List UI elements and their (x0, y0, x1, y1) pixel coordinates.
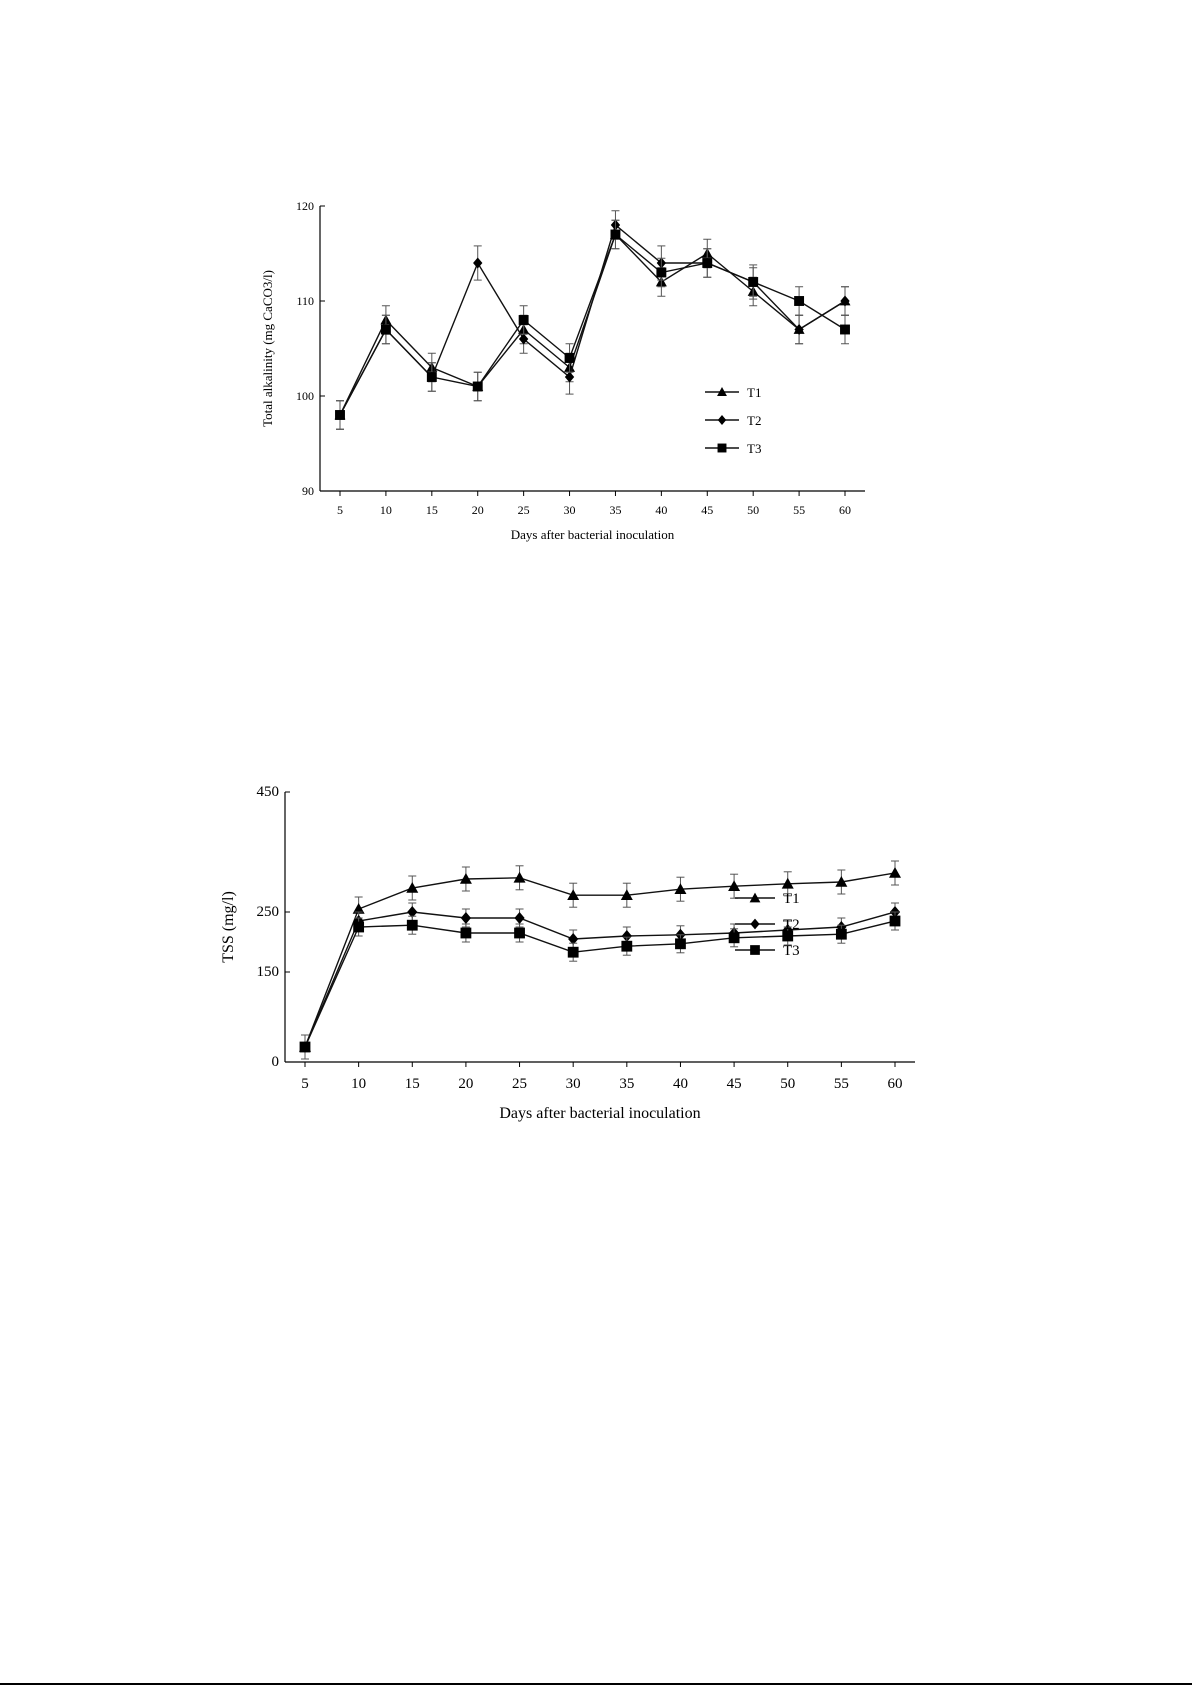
alkalinity-chart-x-tick-label: 15 (425, 503, 438, 517)
tss-chart-x-tick-label: 25 (512, 1076, 528, 1092)
tss-chart-svg (220, 760, 1000, 1160)
alkalinity-chart-series-t3-point (794, 296, 804, 306)
tss-chart-legend-marker (750, 945, 760, 955)
tss-chart-series-t3-point (836, 929, 847, 940)
tss-chart-series-t3-point (675, 938, 686, 949)
tss-chart-series-t1 (299, 861, 901, 1059)
tss-chart-series-t3-point (407, 920, 418, 931)
alkalinity-chart-x-tick-label: 40 (655, 503, 668, 517)
tss-chart-series-t3-point (729, 932, 740, 943)
alkalinity-chart-legend-label: T3 (747, 441, 762, 456)
alkalinity-chart-x-tick-label: 25 (517, 503, 530, 517)
alkalinity-chart-series-t3-point (656, 268, 666, 278)
alkalinity-chart-legend-label: T1 (747, 385, 762, 400)
tss-chart-x-tick-label: 40 (672, 1076, 688, 1092)
tss-chart-series-t3 (300, 912, 901, 1059)
tss-chart-y-tick-label: 150 (256, 964, 279, 980)
tss-chart-legend-label: T1 (783, 891, 800, 907)
tss-chart-legend-label: T2 (783, 917, 800, 933)
alkalinity-chart-x-tick-label: 20 (471, 503, 484, 517)
tss-chart-series-t3-point (353, 922, 364, 933)
tss-chart-x-tick-label: 15 (404, 1076, 420, 1092)
tss-chart-x-tick-label: 5 (301, 1076, 309, 1092)
tss-chart-series-t2-line (305, 912, 895, 1047)
tss-chart (220, 760, 1000, 1160)
tss-chart-series-t1-point (889, 867, 901, 878)
alkalinity-chart-y-axis-title: Total alkalinity (mg CaCO3/l) (260, 270, 275, 427)
alkalinity-chart-x-tick-label: 60 (839, 503, 851, 517)
tss-chart-x-tick-label: 45 (726, 1076, 742, 1092)
alkalinity-chart-series-t3-point (335, 410, 345, 420)
alkalinity-chart-series-t2-line (340, 225, 845, 415)
alkalinity-chart-x-tick-label: 55 (793, 503, 806, 517)
alkalinity-chart-series-t2 (335, 211, 849, 430)
alkalinity-chart-y-tick-label: 100 (296, 389, 314, 403)
alkalinity-chart-svg (260, 199, 950, 600)
alkalinity-chart-y-tick-label: 120 (296, 199, 314, 213)
alkalinity-chart-y-tick-label: 110 (296, 294, 314, 308)
alkalinity-chart-series-t3-point (748, 277, 758, 287)
tss-chart-series-t3-point (300, 1042, 311, 1053)
alkalinity-chart-series-t3 (335, 220, 850, 429)
alkalinity-chart-legend (705, 385, 761, 456)
alkalinity-chart-series-t3-point (473, 382, 483, 392)
alkalinity-chart-series-t2-point (519, 334, 528, 345)
tss-chart-series-t2-point (514, 912, 524, 924)
tss-chart-x-tick-label: 50 (780, 1076, 796, 1092)
tss-chart-y-tick-label: 250 (256, 904, 279, 920)
tss-chart-y-tick-label: 0 (271, 1054, 279, 1070)
tss-chart-legend-label: T3 (783, 943, 800, 959)
alkalinity-chart-legend-label: T2 (747, 413, 762, 428)
alkalinity-chart-series-t2-point (565, 372, 574, 383)
tss-chart-x-tick-label: 20 (458, 1076, 474, 1092)
alkalinity-chart-x-tick-label: 5 (337, 503, 343, 517)
tss-chart-series-t3-line (305, 921, 895, 1047)
alkalinity-chart-x-tick-label: 45 (701, 503, 714, 517)
tss-chart-legend-marker (750, 919, 759, 930)
alkalinity-chart-x-tick-label: 50 (747, 503, 760, 517)
tss-chart-series-t3-point (621, 941, 632, 952)
alkalinity-chart-y-tick-label: 90 (302, 484, 314, 498)
tss-chart-series-t1-line (305, 873, 895, 1047)
tss-chart-x-tick-label: 60 (887, 1076, 903, 1092)
tss-chart-x-tick-label: 10 (351, 1076, 367, 1092)
tss-chart-y-axis-title: TSS (mg/l) (220, 891, 237, 963)
alkalinity-chart-series-t3-point (381, 325, 391, 335)
alkalinity-chart-x-tick-label: 35 (609, 503, 622, 517)
alkalinity-chart-series-t1-line (340, 235, 845, 416)
alkalinity-chart-series-t3-point (565, 353, 575, 363)
alkalinity-chart-series-t3-point (702, 258, 712, 268)
tss-chart-x-tick-label: 55 (833, 1076, 849, 1092)
tss-chart-series-t2-point (461, 912, 471, 924)
tss-chart-series-t3-point (890, 916, 901, 927)
tss-chart-series-t3-point (514, 928, 525, 939)
alkalinity-chart-series-t3-point (427, 372, 437, 382)
tss-chart-series-t3-point (568, 947, 579, 958)
alkalinity-chart-x-tick-label: 10 (379, 503, 392, 517)
alkalinity-chart-x-axis-title: Days after bacterial inoculation (510, 527, 675, 542)
tss-chart-legend (735, 891, 800, 959)
alkalinity-chart-x-tick-label: 30 (563, 503, 576, 517)
tss-chart-x-tick-label: 30 (565, 1076, 581, 1092)
alkalinity-chart-series-t2-point (473, 258, 482, 269)
tss-chart-x-axis-title: Days after bacterial inoculation (499, 1105, 701, 1122)
tss-chart-series-t3-point (461, 928, 472, 939)
alkalinity-chart (260, 199, 950, 600)
tss-chart-x-tick-label: 35 (619, 1076, 635, 1092)
alkalinity-chart-series-t3-point (840, 325, 850, 335)
alkalinity-chart-series-t3-point (519, 315, 529, 325)
alkalinity-chart-series-t3-point (611, 230, 621, 240)
alkalinity-chart-series-t3-line (340, 235, 845, 416)
tss-chart-y-tick-label: 450 (256, 784, 279, 800)
alkalinity-chart-series-t1 (335, 220, 851, 429)
alkalinity-chart-legend-marker (718, 444, 727, 453)
alkalinity-chart-legend-marker (718, 415, 726, 425)
